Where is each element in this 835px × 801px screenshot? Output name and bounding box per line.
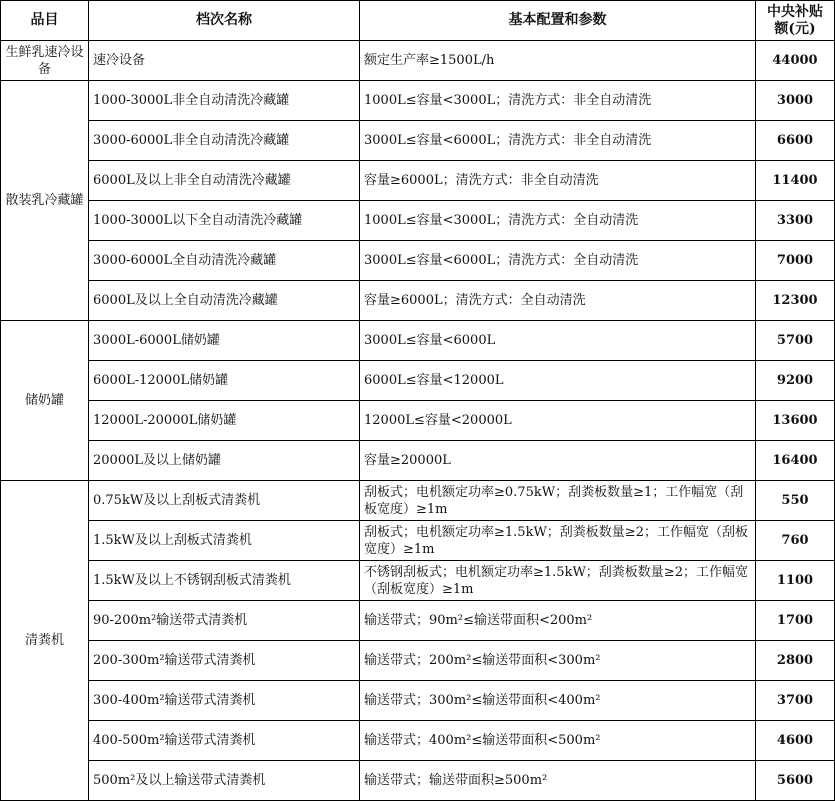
grade-cell: 6000L及以上非全自动清洗冷藏罐 [89,161,360,201]
subsidy-amount-cell: 550 [756,481,835,521]
table-row [1,521,835,561]
grade-cell: 300-400m²输送带式清粪机 [89,681,360,721]
grade-cell: 6000L-12000L储奶罐 [89,361,360,401]
category-cell: 清粪机 [1,481,89,801]
table-body [1,41,835,801]
subsidy-amount-cell: 3300 [756,201,835,241]
spec-cell: 输送带式；200m²≤输送带面积<300m² [360,641,756,681]
grade-cell: 500m²及以上输送带式清粪机 [89,761,360,801]
spec-cell: 输送带式；90m²≤输送带面积<200m² [360,601,756,641]
spec-cell: 刮板式；电机额定功率≥0.75kW；刮粪板数量≥1；工作幅宽（刮板宽度）≥1m [360,481,756,521]
category-cell: 生鲜乳速冷设备 [1,41,89,81]
grade-cell: 1000-3000L非全自动清洗冷藏罐 [89,81,360,121]
table-row [1,281,835,321]
table-row [1,601,835,641]
spec-cell: 3000L≤容量<6000L [360,321,756,361]
header-subsidy [756,1,835,41]
subsidy-amount-cell: 1700 [756,601,835,641]
grade-cell: 3000L-6000L储奶罐 [89,321,360,361]
table-row [1,721,835,761]
grade-cell: 0.75kW及以上刮板式清粪机 [89,481,360,521]
subsidy-amount-cell: 16400 [756,441,835,481]
spec-cell: 容量≥20000L [360,441,756,481]
subsidy-amount-cell: 12300 [756,281,835,321]
spec-cell: 3000L≤容量<6000L；清洗方式：非全自动清洗 [360,121,756,161]
spec-cell: 容量≥6000L；清洗方式：非全自动清洗 [360,161,756,201]
grade-cell: 200-300m²输送带式清粪机 [89,641,360,681]
grade-cell: 400-500m²输送带式清粪机 [89,721,360,761]
spec-cell: 3000L≤容量<6000L；清洗方式：全自动清洗 [360,241,756,281]
spec-cell: 1000L≤容量<3000L；清洗方式：全自动清洗 [360,201,756,241]
spec-cell: 输送带式；300m²≤输送带面积<400m² [360,681,756,721]
table-row [1,681,835,721]
grade-cell: 1000-3000L以下全自动清洗冷藏罐 [89,201,360,241]
header-category: 品目 [1,1,89,41]
subsidy-amount-cell: 9200 [756,361,835,401]
header-grade: 档次名称 [89,1,360,41]
spec-cell: 容量≥6000L；清洗方式：全自动清洗 [360,281,756,321]
table-row [1,41,835,81]
subsidy-amount-cell: 13600 [756,401,835,441]
table-row [1,481,835,521]
subsidy-amount-cell: 760 [756,521,835,561]
category-cell: 散装乳冷藏罐 [1,81,89,321]
header-subsidy-line2: 额(元) [774,20,816,37]
subsidy-amount-cell: 3700 [756,681,835,721]
table-row [1,561,835,601]
subsidy-amount-cell: 1100 [756,561,835,601]
grade-cell: 1.5kW及以上刮板式清粪机 [89,521,360,561]
subsidy-amount-cell: 6600 [756,121,835,161]
table-row [1,241,835,281]
table-row [1,201,835,241]
subsidy-amount-cell: 2800 [756,641,835,681]
header-subsidy-line1: 中央补贴 [767,3,823,20]
table-row [1,761,835,801]
table-row [1,121,835,161]
grade-cell: 3000-6000L全自动清洗冷藏罐 [89,241,360,281]
spec-cell: 不锈钢刮板式；电机额定功率≥1.5kW；刮粪板数量≥2；工作幅宽（刮板宽度）≥1m [360,561,756,601]
spec-cell: 输送带式；400m²≤输送带面积<500m² [360,721,756,761]
spec-cell: 刮板式；电机额定功率≥1.5kW；刮粪板数量≥2；工作幅宽（刮板宽度）≥1m [360,521,756,561]
grade-cell: 1.5kW及以上不锈钢刮板式清粪机 [89,561,360,601]
spec-cell: 输送带式；输送带面积≥500m² [360,761,756,801]
subsidy-amount-cell: 4600 [756,721,835,761]
subsidy-amount-cell: 11400 [756,161,835,201]
grade-cell: 90-200m²输送带式清粪机 [89,601,360,641]
header-spec: 基本配置和参数 [360,1,756,41]
grade-cell: 速冷设备 [89,41,360,81]
table-row [1,641,835,681]
subsidy-amount-cell: 5700 [756,321,835,361]
category-cell: 储奶罐 [1,321,89,481]
spec-cell: 12000L≤容量<20000L [360,401,756,441]
subsidy-amount-cell: 7000 [756,241,835,281]
table-row [1,401,835,441]
subsidy-amount-cell: 3000 [756,81,835,121]
table-row [1,321,835,361]
spec-cell: 1000L≤容量<3000L；清洗方式：非全自动清洗 [360,81,756,121]
grade-cell: 12000L-20000L储奶罐 [89,401,360,441]
grade-cell: 6000L及以上全自动清洗冷藏罐 [89,281,360,321]
grade-cell: 3000-6000L非全自动清洗冷藏罐 [89,121,360,161]
table-row [1,161,835,201]
spec-cell: 6000L≤容量<12000L [360,361,756,401]
header-row [1,1,835,41]
grade-cell: 20000L及以上储奶罐 [89,441,360,481]
table-row [1,81,835,121]
table-row [1,361,835,401]
table-row [1,441,835,481]
spec-cell: 额定生产率≥1500L/h [360,41,756,81]
subsidy-amount-cell: 44000 [756,41,835,81]
subsidy-amount-cell: 5600 [756,761,835,801]
